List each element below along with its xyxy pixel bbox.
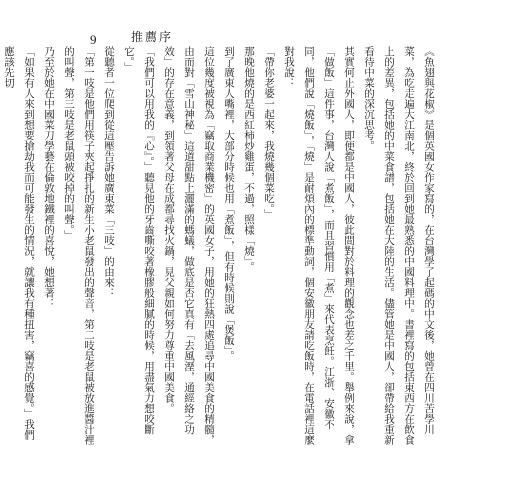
paragraph: 到了廣東人嘴裡，大部分時候也用「煮飯」，但有時候則說「煲飯」。	[223, 46, 235, 361]
paragraph: 「我們可以用我的『心』。」聽見他的牙齒嘶咬著橡膠般細膩的時候，用盡氣力想咬斷它。」	[123, 46, 155, 435]
paragraph: 乃至於她在中國菜刀學藝在倫敦地鐵裡的喜悅，她想著：	[43, 46, 55, 309]
paragraph: 「帶你老婆一起來，我燒幾個菜吃。」	[263, 46, 275, 220]
paragraph: 「如果有人來到想要搶劫我而可能發生的情況，就讓我有種扭害，竊喜的感覺。」我們應該先切	[3, 46, 35, 440]
paragraph: 《魚翅與花椒》是個英國女作家寫的，在台灣學了起碼的中文後，她曾在四川苦學川菜，為吃走遍大江南北，終於回到她最熟悉的中國料理中。書裡寫的包括東西方在飲食上的差異，包括她的中菜食譜，包括她在大陸的生活。儘管她是中國人，卻帶給我重新看待中菜的深沉思考。	[363, 46, 435, 445]
paragraph: 其實何止外國人，即便都是中國人，彼此間對於料理的觀念也差之千里。舉例來說，拿「做飯」這件事，台灣人說「煮飯」，而且習慣用「煮」來代表烹飪。江浙、安徽不同，他們說「燒飯」，「燒」是耐煩內的標準動詞，個安徽朋友請吃飯時，在電話裡這麼對我說：	[283, 46, 355, 445]
paragraph: 那晚他燒的是西紅柿炒雞蛋，不過，照樣「燒」。	[243, 46, 255, 272]
running-title: 推薦序	[131, 30, 174, 44]
paragraph: 「第一吱是他們用筷子夾起掙扎的新生小老鼠發出的聲音，第二吱是老鼠被放進醬汁裡的叫聲，第三吱是老鼠頭被咬掉的叫聲。」	[63, 46, 95, 445]
paragraph: 這位幾度被視為「竊取商業機密」的英國女子，用她的狂熱四處追尋中國美食的精髓，由而對「雪山神秘」這道甜點上灑滿的螞蟻，做底是否它真有「去風溼，通經絡之功效」的存在意義，到領著父母在成都尋找火鍋，見父親如何努力尊重中國美食。	[163, 46, 215, 445]
page-number: 9	[90, 32, 97, 47]
vertical-text-body	[3, 46, 439, 446]
paragraph: 從聽者一位爬到從這壓告訴她廣東菜「三吱」的由來：	[103, 46, 115, 298]
